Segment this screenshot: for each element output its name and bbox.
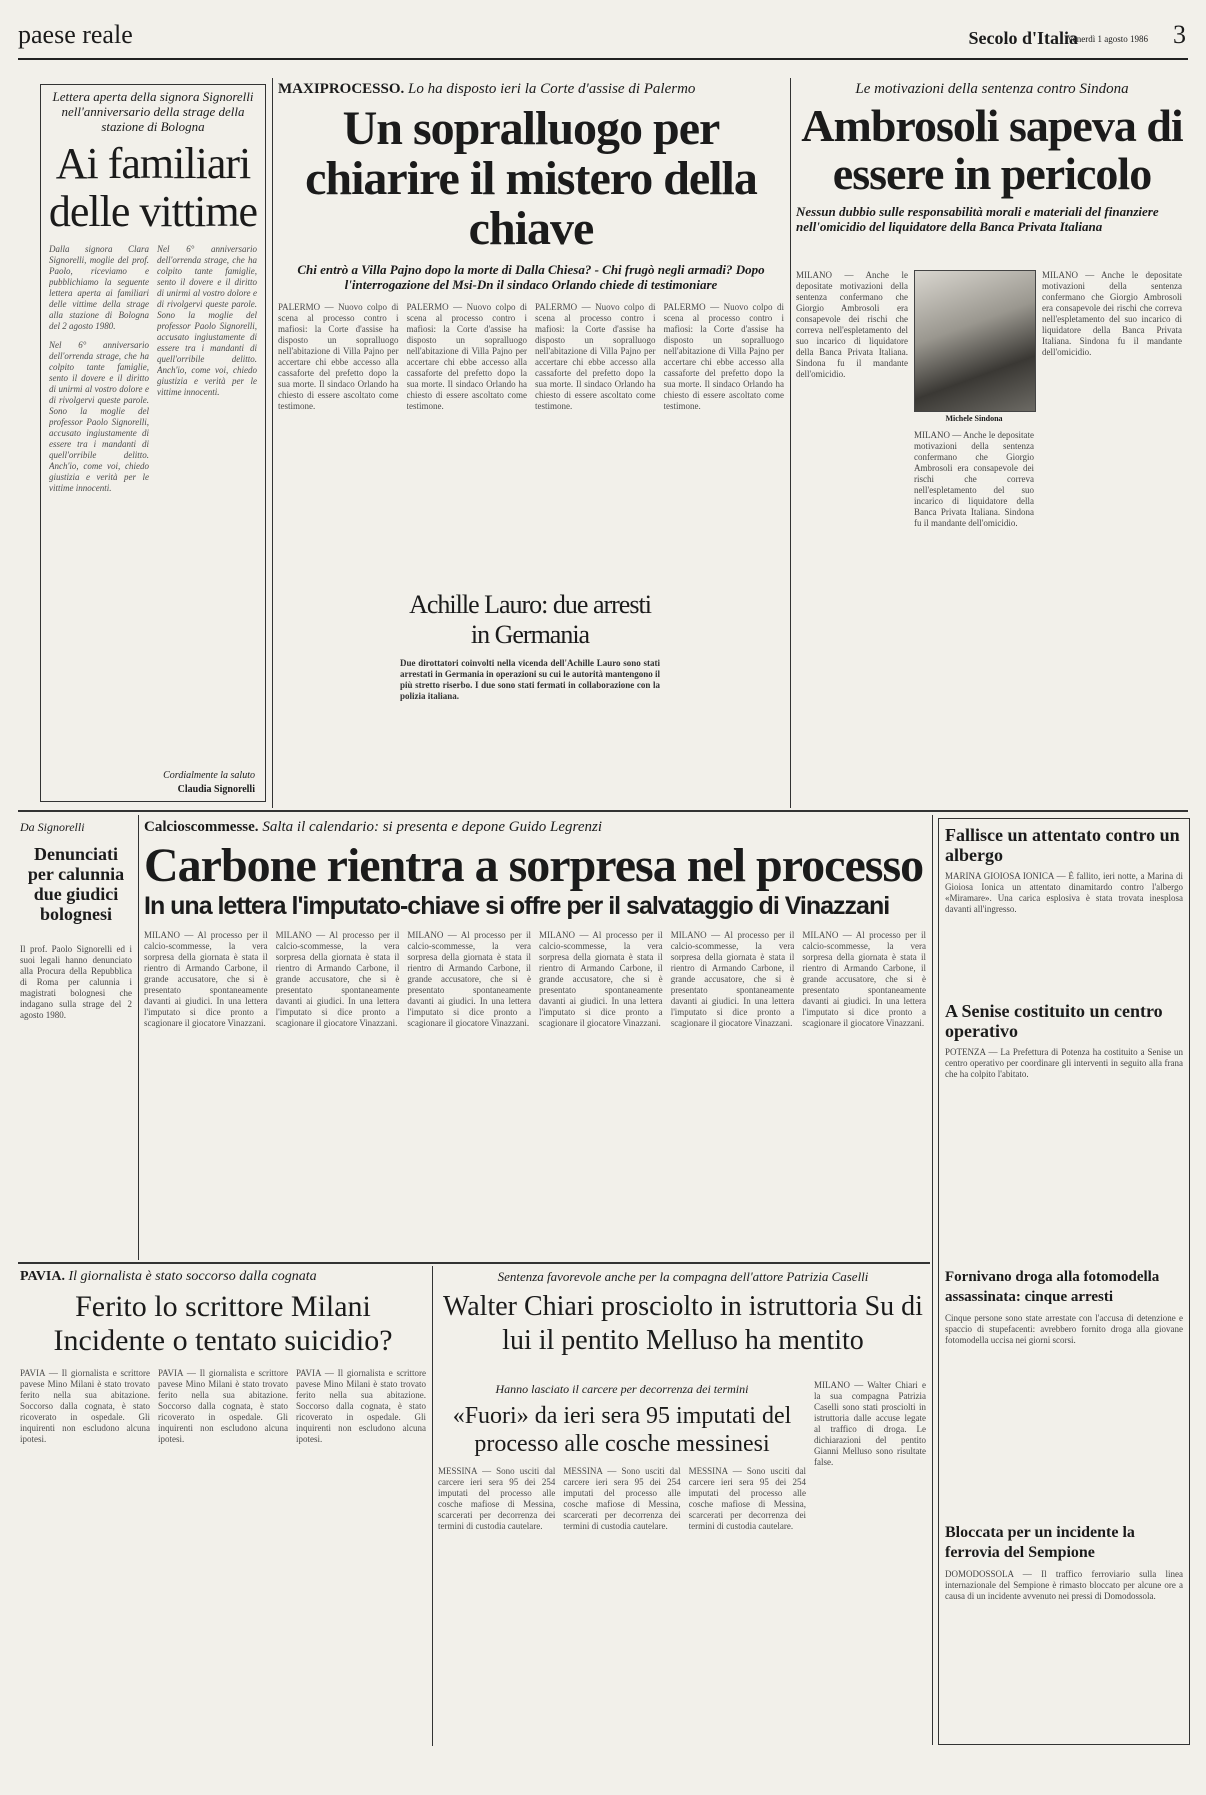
sindona-body: MILANO — Anche le depositate motivazioni della sentenza confermano che Giorgio Ambrosoli era consapevole dei rischi che correva nell'espletamento del suo incarico di liquidatore della Banca Privata Italiana. Sindona fu il mandante dell'omicidio. — [1042, 270, 1182, 357]
column-rule — [932, 815, 933, 1745]
messina-article — [438, 1380, 806, 1742]
letter-signature: Claudia Signorelli — [177, 784, 255, 795]
carbone-body: MILANO — Al processo per il calcio-scommesse, la vera sorpresa della giornata è stata il rientro di Armando Carbone, il grande accusatore, che si è presentato spontaneamente davanti ai giudici. In una lettera l'imputato si dice pronto a scagionare il giocatore Vinazzani. — [144, 930, 268, 1028]
carbone-body: MILANO — Al processo per il calcio-scommesse, la vera sorpresa della giornata è stata il rientro di Armando Carbone, il grande accusatore, che si è presentato spontaneamente davanti ai giudici. In una lettera l'imputato si dice pronto a scagionare il giocatore Vinazzani. — [670, 930, 795, 1028]
milani-article — [20, 1268, 426, 1746]
maxi-kicker-text: Lo ha disposto ieri la Corte d'assise di Palermo — [408, 81, 696, 97]
sindona-headline: Ambrosoli sapeva di essere in pericolo — [801, 100, 1183, 199]
carbone-kicker — [144, 818, 926, 836]
milani-headline: Ferito lo scrittore Milani Incidente o tentato suicidio? — [53, 1290, 393, 1357]
lauro-headline: Achille Lauro: due arresti in Germania — [409, 590, 651, 649]
denunciati-headline: Denunciati per calunnia due giudici bolognesi — [27, 844, 125, 924]
lauro-body: Due dirottatori coinvolti nella vicenda dell'Achille Lauro sono stati arrestati in Germania in operazioni su cui le autorità mantengono il più stretto riserbo. I due sono stati fermati in collaborazione con la polizia italiana. — [400, 658, 660, 701]
sindona-article — [796, 80, 1188, 805]
maxi-kicker-bold: MAXIPROCESSO. — [278, 81, 405, 97]
carbone-article — [144, 818, 926, 1258]
milani-body: PAVIA — Il giornalista e scrittore pavese Mino Milani è stato trovato ferito nella sua abitazione. Soccorso dalla cognata, è stato ricoverato in ospedale. Gli inquirenti non escludono alcuna ipotesi. — [296, 1368, 426, 1444]
letter-headline: Ai familiari delle vittime — [48, 139, 258, 236]
letter-closing: Cordialmente la saluto — [163, 770, 255, 781]
maxi-body: PALERMO — Nuovo colpo di scena al processo contro i mafiosi: la Corte d'assise ha disposto un sopralluogo nell'abitazione di Villa Pajno per accertare chi ebbe accesso alla cassaforte del prefetto dopo la sua morte. Il sindaco Orlando ha chiesto di essere ascoltato come testimone. — [535, 302, 656, 411]
milani-body: PAVIA — Il giornalista e scrittore pavese Mino Milani è stato trovato ferito nella sua abitazione. Soccorso dalla cognata, è stato ricoverato in ospedale. Gli inquirenti non escludono alcuna ipotesi. — [158, 1368, 288, 1444]
column-rule — [432, 1266, 433, 1746]
carbone-body: MILANO — Al processo per il calcio-scommesse, la vera sorpresa della giornata è stata il rientro di Armando Carbone, il grande accusatore, che si è presentato spontaneamente davanti ai giudici. In una lettera l'imputato si dice pronto a scagionare il giocatore Vinazzani. — [407, 930, 532, 1028]
chiari-kicker: Sentenza favorevole anche per la compagna dell'attore Patrizia Caselli — [497, 1269, 869, 1284]
letter-intro: Dalla signora Clara Signorelli, moglie del prof. Paolo, riceviamo e pubblichiamo la seguente lettera aperta ai familiari delle vittime della strage alla stazione di Bologna del 2 agosto 1980. — [49, 244, 149, 331]
attentato-headline: Fallisce un attentato contro un albergo — [945, 825, 1180, 865]
messina-headline: «Fuori» da ieri sera 95 imputati del processo alle cosche messinesi — [452, 1403, 792, 1457]
chiari-headline: Walter Chiari prosciolto in istruttoria Su di lui il pentito Melluso ha mentito — [443, 1291, 923, 1356]
page-header — [18, 18, 1188, 60]
chiari-article — [438, 1268, 928, 1378]
sindona-photo-caption: Michele Sindona — [945, 414, 1003, 423]
carbone-kicker-bold: Calcioscommesse. — [144, 819, 259, 835]
fotomodella-headline: Fornivano droga alla fotomodella assassinata: cinque arresti — [945, 1269, 1160, 1305]
milani-body: PAVIA — Il giornalista e scrittore pavese Mino Milani è stato trovato ferito nella sua abitazione. Soccorso dalla cognata, è stato ricoverato in ospedale. Gli inquirenti non escludono alcuna ipotesi. — [20, 1368, 150, 1444]
maxi-body: PALERMO — Nuovo colpo di scena al processo contro i mafiosi: la Corte d'assise ha disposto un sopralluogo nell'abitazione di Villa Pajno per accertare chi ebbe accesso alla cassaforte del prefetto dopo la sua morte. Il sindaco Orlando ha chiesto di essere ascoltato come testimone. — [406, 302, 527, 411]
sempione-body: DOMODOSSOLA — Il traffico ferroviario sulla linea internazionale del Sempione è rimasto bloccato per alcune ore a causa di un incidente avvenuto nei pressi di Domodossola. — [945, 1569, 1183, 1601]
newspaper-name: Secolo d'Italia — [968, 28, 1078, 48]
carbone-body: MILANO — Al processo per il calcio-scommesse, la vera sorpresa della giornata è stata il rientro di Armando Carbone, il grande accusatore, che si è presentato spontaneamente davanti ai giudici. In una lettera l'imputato si dice pronto a scagionare il giocatore Vinazzani. — [275, 930, 400, 1028]
letter-article — [40, 84, 266, 802]
issue-date: Venerdì 1 agosto 1986 — [1067, 34, 1148, 44]
messina-body: MESSINA — Sono usciti dal carcere ieri sera 95 dei 254 imputati del processo alle cosche mafiose di Messina, scarcerati per decorrenza dei termini di custodia cautelare. — [688, 1466, 806, 1531]
sindona-kicker: Le motivazioni della sentenza contro Sindona — [855, 81, 1129, 97]
denunciati-article — [20, 818, 132, 1258]
senise-body: POTENZA — La Prefettura di Potenza ha costituito a Senise un centro operativo per coordinare gli interventi in seguito alla frana che ha colpito l'abitato. — [945, 1047, 1183, 1079]
denunciati-body: Il prof. Paolo Signorelli ed i suoi legali hanno denunciato alla Procura della Repubblica di Roma per calunnia i magistrati bolognesi che indagano sulla strage del 2 agosto 1980. — [20, 944, 132, 1020]
denunciati-kicker: Da Signorelli — [20, 820, 85, 834]
column-rule — [790, 78, 791, 808]
messina-body: MESSINA — Sono usciti dal carcere ieri sera 95 dei 254 imputati del processo alle cosche mafiose di Messina, scarcerati per decorrenza dei termini di custodia cautelare. — [563, 1466, 681, 1531]
milani-kicker-text: Il giornalista è stato soccorso dalla cognata — [68, 1269, 317, 1284]
sempione-headline: Bloccata per un incidente la ferrovia del Sempione — [945, 1524, 1135, 1561]
carbone-body: MILANO — Al processo per il calcio-scommesse, la vera sorpresa della giornata è stata il rientro di Armando Carbone, il grande accusatore, che si è presentato spontaneamente davanti ai giudici. In una lettera l'imputato si dice pronto a scagionare il giocatore Vinazzani. — [539, 930, 663, 1028]
sindona-body: MILANO — Anche le depositate motivazioni della sentenza confermano che Giorgio Ambrosoli era consapevole dei rischi che correva nell'espletamento del suo incarico di liquidatore della Banca Privata Italiana. Sindona fu il mandante dell'omicidio. — [914, 430, 1034, 528]
carbone-headline: Carbone rientra a sorpresa nel processo — [144, 839, 924, 892]
milani-kicker-bold: PAVIA. — [20, 1269, 65, 1284]
news-sidebar — [938, 818, 1190, 1745]
carbone-subheadline: In una lettera l'imputato-chiave si offre per il salvataggio di Vinazzani — [144, 892, 890, 920]
sindona-body: MILANO — Anche le depositate motivazioni della sentenza confermano che Giorgio Ambrosoli era consapevole dei rischi che correva nell'espletamento del suo incarico di liquidatore della Banca Privata Italiana. Sindona fu il mandante dell'omicidio. — [796, 270, 908, 379]
lauro-article — [400, 590, 660, 805]
maxi-kicker — [278, 80, 784, 98]
page-number: 3 — [1173, 20, 1186, 49]
section-title: paese reale — [18, 20, 133, 49]
letter-body-continued: Nel 6° anniversario dell'orrenda strage, che ha colpito tante famiglie, sento il dovere e il diritto di unirmi al vostro dolore e di rivolgervi queste parole. Sono la moglie del professor Paolo Signorelli, accusato ingiustamente di essere tra i mandanti di quell'orribile delitto. Anch'io, come voi, chiedo giustizia e verità per le vittime innocenti. — [157, 244, 257, 397]
maxi-body: PALERMO — Nuovo colpo di scena al processo contro i mafiosi: la Corte d'assise ha disposto un sopralluogo nell'abitazione di Villa Pajno per accertare chi ebbe accesso alla cassaforte del prefetto dopo la sua morte. Il sindaco Orlando ha chiesto di essere ascoltato come testimone. — [278, 302, 399, 411]
section-rule — [18, 1262, 930, 1264]
chiari-body: MILANO — Walter Chiari e la sua compagna Patrizia Caselli sono stati prosciolti in istruttoria dalle accuse legate al traffico di droga. Le dichiarazioni del pentito Gianni Melluso sono risultate false. — [814, 1380, 926, 1467]
senise-headline: A Senise costituito un centro operativo — [945, 1001, 1163, 1041]
messina-kicker: Hanno lasciato il carcere per decorrenza dei termini — [495, 1382, 749, 1396]
maxiprocesso-article — [278, 80, 784, 580]
sindona-photo — [914, 270, 1036, 412]
carbone-kicker-text: Salta il calendario: si presenta e depone Guido Legrenzi — [262, 819, 602, 835]
column-rule — [272, 78, 273, 808]
carbone-body: MILANO — Al processo per il calcio-scommesse, la vera sorpresa della giornata è stata il rientro di Armando Carbone, il grande accusatore, che si è presentato spontaneamente davanti ai giudici. In una lettera l'imputato si dice pronto a scagionare il giocatore Vinazzani. — [802, 930, 927, 1028]
letter-body: Nel 6° anniversario dell'orrenda strage, che ha colpito tante famiglie, sento il dovere e il diritto di unirmi al vostro dolore e di rivolgervi queste parole. Sono la moglie del professor Paolo Signorelli, accusato ingiustamente di essere tra i mandanti di quell'orribile delitto. Anch'io, come voi, chiedo giustizia e verità per le vittime innocenti. — [49, 340, 149, 493]
sindona-deck: Nessun dubbio sulle responsabilità morali e materiali del finanziere nell'omicidio del liquidatore della Banca Privata Italiana — [796, 204, 1159, 234]
maxi-body: PALERMO — Nuovo colpo di scena al processo contro i mafiosi: la Corte d'assise ha disposto un sopralluogo nell'abitazione di Villa Pajno per accertare chi ebbe accesso alla cassaforte del prefetto dopo la sua morte. Il sindaco Orlando ha chiesto di essere ascoltato come testimone. — [663, 302, 784, 411]
letter-kicker: Lettera aperta della signora Signorelli nell'anniversario della strage della stazione di Bologna — [52, 89, 254, 134]
maxi-deck: Chi entrò a Villa Pajno dopo la morte di Dalla Chiesa? - Chi frugò negli armadi? Dopo l'interrogazione del Msi-Dn il sindaco Orlando chiede di testimoniare — [297, 262, 765, 292]
section-rule — [18, 810, 1188, 812]
attentato-body: MARINA GIOIOSA IONICA — È fallito, ieri notte, a Marina di Gioiosa Ionica un attentato dinamitardo contro l'albergo «Miramare». Una carica esplosiva è stata trovata inesplosa davanti all'ingresso. — [945, 871, 1183, 914]
messina-body: MESSINA — Sono usciti dal carcere ieri sera 95 dei 254 imputati del processo alle cosche mafiose di Messina, scarcerati per decorrenza dei termini di custodia cautelare. — [438, 1466, 556, 1531]
fotomodella-body: Cinque persone sono state arrestate con l'accusa di detenzione e spaccio di stupefacenti: avrebbero fornito droga alla giovane fotomodella uccisa nei giorni scorsi. — [945, 1313, 1183, 1345]
maxi-headline: Un sopralluogo per chiarire il mistero della chiave — [305, 102, 757, 255]
milani-kicker — [20, 1268, 426, 1286]
column-rule — [138, 815, 139, 1260]
